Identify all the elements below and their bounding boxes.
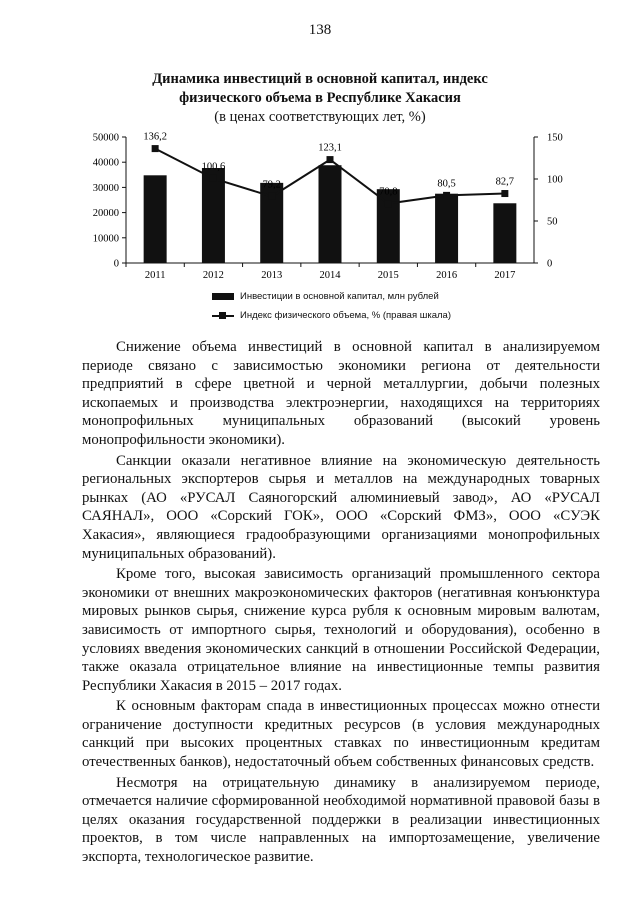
x-tick-label-2015: 2015 [377,270,399,281]
index-point-2013 [268,193,275,200]
index-point-2017 [501,190,508,197]
index-point-2012 [210,175,217,182]
paragraph-5: Несмотря на отрицательную динамику в анализируемом периоде, отмечается наличие сформированной необходимой нормативной правовой базы в целях оказания государственной поддержки в реализации инвестиционных проектов, в том числе направленных на импортозамещение, увеличение экспорта, технологическое развитие. [82,774,600,866]
index-label-2015: 70,8 [379,186,398,198]
index-label-2014: 123,1 [318,142,342,154]
legend-item-bars [212,291,439,302]
chart-subtitle: (в ценах соответствующих лет, %) [214,109,426,125]
y-left-tick-label: 40000 [92,157,119,169]
y-left-tick-label: 10000 [92,233,119,245]
index-label-2016: 80,5 [437,178,456,190]
x-tick-label-2013: 2013 [261,270,283,281]
legend-item-line [212,310,451,321]
legend-line-swatch [212,311,234,320]
body-text [82,338,600,869]
y-left-tick-label: 30000 [92,182,119,194]
paragraph-3: Кроме того, высокая зависимость организаций промышленного сектора экономики от внешних макроэкономических факторов (негативная конъюнктура мировых рынков сырья, снижение курса рубля к основным мировым валютам, зависимость от импортного сырья, технологий и оборудования), особенно в условиях введения экономических санкций в отношении Российской Федерации, также оказала отрицательное влияние на инвестиционные темпы развития Республики Хакасия в 2015 – 2017 годах. [82,566,600,694]
bar-2012 [202,168,225,263]
x-tick-label-2011: 2011 [144,270,166,281]
y-right-tick-label: 0 [547,258,553,270]
bar-2014 [319,165,342,263]
y-right-tick-label: 50 [547,216,558,228]
index-point-2011 [152,145,159,152]
x-tick-label-2014: 2014 [319,270,341,281]
x-tick-label-2017: 2017 [494,270,516,281]
legend-bar-label: Инвестиции в основной капитал, млн рублей [240,291,439,302]
index-point-2016 [443,192,450,199]
index-point-2015 [385,200,392,207]
paragraph-1: Снижение объема инвестиций в основной капитал в анализируемом периоде связано с зависимостью экономики региона от деятельности предприятий в сфере цветной и черной металлургии, добычи полезных ископаемых и производства электроэнергии, находящихся на территориях монопрофильных муниципальных образований (высокий уровень монопрофильности экономики). [82,339,600,448]
chart-title-line-2: физического объема в Республике Хакасия [179,90,461,106]
y-right-tick-label: 100 [547,174,563,186]
bar-2017 [493,203,516,263]
investment-chart [70,125,570,285]
index-point-2014 [327,156,334,163]
page-number: 138 [308,22,332,38]
paragraph-2: Санкции оказали негативное влияние на экономическую деятельность региональных экспортеров сырья и металлов на международных товарных рынках (АО «РУСАЛ Саяногорский алюминиевый завод», АО «РУСАЛ САЯНАЛ», ООО «Сорский ГОК», ООО «Сорский ФМЗ», ООО «СУЭК Хакасия», являющиеся градообразующими организациями монопрофильных муниципальных образований). [82,452,600,562]
paragraph-4: К основным факторам спада в инвестиционных процессах можно отнести ограничение доступности кредитных ресурсов (в условия международных санкций при высоких процентных ставках по инвестиционным кредитам отечественных банков), недостаточный объем собственных финансовых средств. [82,698,600,771]
y-left-tick-label: 0 [113,258,119,270]
index-label-2013: 79,2 [262,179,281,191]
index-label-2011: 136,2 [143,131,167,143]
bar-2016 [435,194,458,263]
bar-2011 [144,175,167,263]
y-left-tick-label: 50000 [92,132,119,144]
chart-title-line-1: Динамика инвестиций в основной капитал, индекс [152,71,488,87]
index-label-2012: 100,6 [201,161,226,173]
y-left-tick-label: 20000 [92,208,119,220]
legend-bar-swatch [212,293,234,300]
legend-line-label: Индекс физического объема, % (правая шкала) [240,310,451,321]
x-tick-label-2016: 2016 [436,270,458,281]
x-tick-label-2012: 2012 [202,270,224,281]
chart-title [100,70,540,108]
index-label-2017: 82,7 [495,176,515,188]
y-right-tick-label: 150 [547,132,563,144]
